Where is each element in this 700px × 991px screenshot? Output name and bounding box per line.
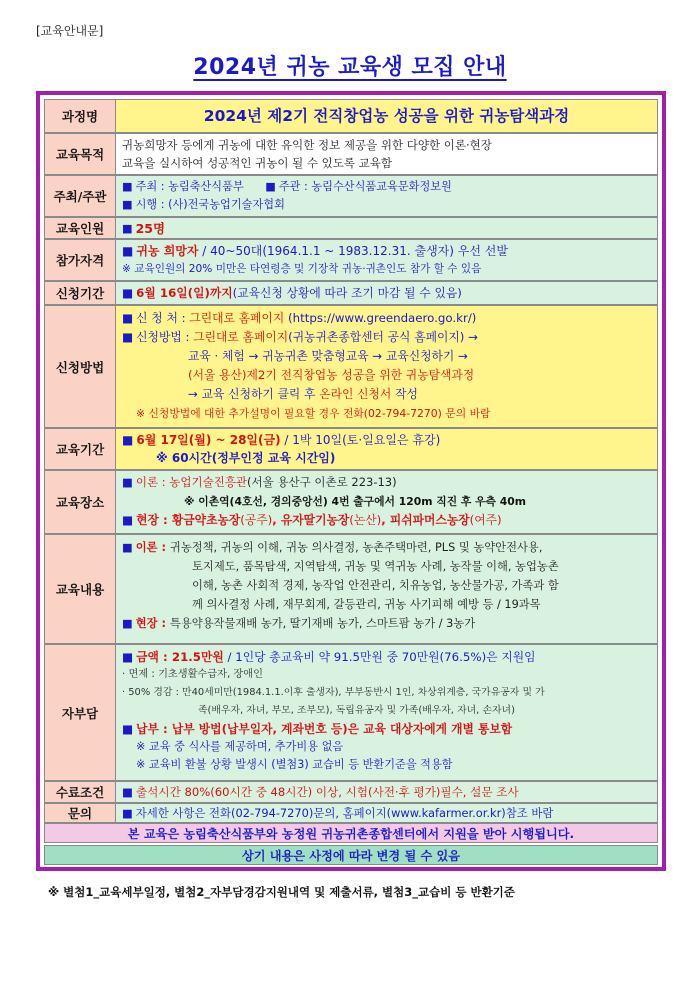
attachment-footnote: ※ 별첨1_교육세부일정, 별첨2_자부담경감지원내역 및 제출서류, 별첨3_교습비 등 반환기준: [48, 885, 515, 899]
row-course: [44, 99, 658, 133]
value-content: [116, 534, 658, 644]
venue-theory-addr: (서울 용산구 이촌로 223-13): [247, 475, 397, 489]
row-apply-period: [44, 281, 658, 305]
value-host: [116, 175, 658, 217]
apply-step-3c: 작성: [391, 387, 418, 401]
apply-method-label: 신청방법 :: [136, 330, 194, 344]
cost-discount-1: · 50% 경감 : 만40세미만(1984.1.1.이후 출생자), 부부동반시 1인, 차상위계층, 국가유공자 및 가: [122, 687, 545, 698]
support-notice: 본 교육은 농림축산식품부와 농정원 귀농귀촌종합센터에서 지원을 받아 시행됩니다.: [44, 823, 658, 843]
venue-field-2: 유자딸기농장: [280, 513, 350, 527]
value-inquiry: [116, 803, 658, 823]
row-content: [44, 534, 658, 644]
apply-step-2: (서울 용산)제2기 전직창업농 성공을 위한 귀농탐색과정: [188, 368, 475, 382]
label-venue: 교육장소: [44, 470, 116, 534]
value-eligibility: [116, 239, 658, 281]
bullet-square-icon: ■: [122, 784, 133, 799]
value-apply-period: [116, 281, 658, 305]
bullet-square-icon: ■: [122, 475, 133, 489]
venue-field-1: 황금약초농장: [171, 513, 241, 527]
period-dates: 6월 17일(월) ~ 28일(금): [136, 433, 281, 447]
row-cost: [44, 644, 658, 781]
venue-directions: ※ 이촌역(4호선, 경의중앙선) 4번 출구에서 120m 직진 후 우측 40m: [184, 495, 526, 508]
venue-field-3: 피쉬파머스농장: [389, 513, 470, 527]
apply-date: 6월 16일(일)까지: [136, 285, 233, 300]
period-hours: ※ 60시간(정부인정 교육 시간임): [156, 451, 336, 465]
venue-field-2-loc: (논산): [349, 513, 382, 527]
row-host: [44, 175, 658, 217]
label-eligibility: 참가자격: [44, 239, 116, 281]
venue-field-1-loc: (공주): [240, 513, 273, 527]
value-cost: [116, 644, 658, 781]
apply-method-site-note: (귀농귀촌종합센터 공식 홈페이지) →: [288, 330, 479, 344]
label-apply-method: 신청방법: [44, 305, 116, 428]
label-course: 과정명: [44, 99, 116, 133]
apply-method-note: ※ 신청방법에 대한 추가설명이 필요할 경우 전화(02-794-7270) 문의 바람: [136, 407, 491, 420]
cost-exempt: · 면제 : 기초생활수급자, 장애인: [122, 669, 263, 680]
label-period: 교육기간: [44, 428, 116, 470]
page-title-text: 2024년 귀농 교육생 모집 안내: [193, 55, 507, 80]
bullet-square-icon: ■: [122, 433, 134, 447]
apply-note: (교육신청 상황에 따라 조기 마감 될 수 있음): [232, 285, 462, 300]
eligibility-target: 귀농 희망자: [136, 244, 199, 258]
venue-field-3-loc: (여주): [469, 513, 502, 527]
period-detail: / 1박 10일(토·일요일은 휴강): [280, 433, 441, 447]
content-theory-line: 귀농정책, 귀농의 이해, 귀농 의사결정, 농촌주택마련, PLS 및 농약안전사용,: [169, 541, 543, 554]
row-capacity: [44, 217, 658, 239]
value-venue: ■ 이론 : 농업기술진흥관(서울 용산구 이촌로 223-13) ※ 이촌역(4호선, 경의중앙선) 4번 출구에서 120m 직진 후 우측 40m ■ 현장 : 황금약초농장(공주), 유자딸기농장(논산), 피쉬파머스농장(여주): [116, 470, 658, 534]
cost-pay-label: 납부 :: [136, 722, 172, 736]
document-tag: [교육안내문]: [36, 24, 104, 38]
change-notice: 상기 내용은 사정에 따라 변경 될 수 있음: [44, 845, 658, 865]
bullet-square-icon: ■: [122, 541, 133, 554]
label-content: 교육내용: [44, 534, 116, 644]
label-apply-period: 신청기간: [44, 281, 116, 305]
apply-site-name: 그린대로 홈페이지: [189, 311, 285, 325]
content-theory-label: 이론 :: [135, 541, 170, 554]
label-cost: 자부담: [44, 644, 116, 781]
bullet-square-icon: ■: [122, 330, 134, 344]
label-completion: 수료조건: [44, 781, 116, 803]
host-text: 주최 : 농림축산식품부: [135, 180, 244, 193]
bullet-square-icon: ■: [122, 513, 134, 527]
completion-text: 출석시간 80%(60시간 중 48시간) 이상, 시험(사전·후 평가)필수, 설문 조사: [135, 784, 519, 799]
value-course: 2024년 제2기 전직창업농 성공을 위한 귀농탐색과정: [116, 99, 658, 133]
cost-refund: ※ 교육비 환불 상황 발생시 (별첨3) 교습비 등 반환기준을 적용함: [136, 758, 453, 771]
content-field-text: 특용약용작물재배 농가, 딸기재배 농가, 스마트팜 농가 / 3농가: [169, 617, 476, 630]
row-purpose: [44, 133, 658, 175]
label-capacity: 교육인원: [44, 217, 116, 239]
row-inquiry: [44, 803, 658, 823]
apply-site-label: 신 청 처 :: [136, 311, 190, 325]
value-purpose: [116, 133, 658, 175]
bullet-square-icon: ■: [122, 244, 134, 258]
cost-meal: ※ 교육 중 식사를 제공하며, 추가비용 없음: [136, 740, 344, 753]
venue-field-label: 현장 :: [136, 513, 172, 527]
label-host: 주최/주관: [44, 175, 116, 217]
content-theory-line: 토지제도, 품목탐색, 지역탐색, 귀농 및 역귀농 사례, 농작물 이해, 농업농촌: [192, 560, 559, 573]
cost-amount: 금액 : 21.5만원: [136, 650, 224, 664]
value-apply-method: [116, 305, 658, 428]
row-period: [44, 428, 658, 470]
capacity-text: 25명: [135, 220, 166, 236]
value-completion: [116, 781, 658, 803]
bullet-square-icon: ■: [122, 617, 133, 630]
content-field-label: 현장 :: [135, 617, 170, 630]
page-title: [0, 50, 700, 81]
label-inquiry: 문의: [44, 803, 116, 823]
venue-theory-place: 농업기술진흥관: [169, 475, 248, 489]
purpose-line: 귀농희망자 등에게 귀농에 대한 유익한 정보 제공을 위한 다양한 이론·현장: [122, 138, 492, 152]
bullet-square-icon: ■: [122, 650, 134, 664]
venue-theory-label: 이론 :: [135, 475, 170, 489]
row-venue: [44, 470, 658, 534]
apply-step-3a: → 교육 신청하기 클릭 후: [188, 387, 320, 401]
bullet-square-icon: ■: [122, 198, 133, 211]
purpose-line: 교육을 실시하여 성공적인 귀농이 될 수 있도록 교육함: [122, 156, 392, 170]
organizer-text: 주관 : 농림수산식품교육문화정보원: [278, 180, 452, 193]
row-apply-method: [44, 305, 658, 428]
apply-step-3b: 온라인 신청서: [319, 387, 392, 401]
apply-method-site: 그린대로 홈페이지: [193, 330, 289, 344]
cost-pay-text: 납부 방법(납부일자, 계좌번호 등)은 교육 대상자에게 개별 통보함: [171, 722, 513, 736]
bullet-square-icon: ■: [265, 180, 276, 193]
eligibility-note: ※ 교육인원의 20% 미만은 타연령층 및 기장착 귀농·귀촌인도 참가 할 수 있음: [122, 263, 482, 275]
row-eligibility: [44, 239, 658, 281]
eligibility-detail: / 40~50대(1964.1.1 ~ 1983.12.31. 출생자) 우선 선발: [198, 244, 508, 258]
operator-text: 시행 : (사)전국농업기술자협회: [135, 198, 285, 211]
content-theory-line: 이해, 농촌 사회적 경제, 농작업 안전관리, 치유농업, 농산물가공, 가족과 함: [192, 579, 559, 592]
content-theory-line: 께 의사결정 사례, 재무회계, 갈등관리, 귀농 사기피해 예방 등 / 19과목: [192, 598, 541, 611]
apply-site-url: (https://www.greendaero.go.kr/): [284, 311, 477, 325]
inquiry-text: 자세한 사항은 전화(02-794-7270)문의, 홈페이지(www.kafarmer.or.kr)참조 바람: [135, 805, 554, 820]
bullet-square-icon: ■: [122, 311, 134, 325]
apply-step-1: 교육 · 체험 → 귀농귀촌 맞춤형교육 → 교육신청하기 →: [188, 349, 468, 363]
label-purpose: 교육목적: [44, 133, 116, 175]
cost-amount-detail: / 1인당 총교육비 약 91.5만원 중 70만원(76.5%)은 지원임: [223, 650, 536, 664]
bullet-square-icon: ■: [122, 722, 134, 736]
bullet-square-icon: ■: [122, 180, 133, 193]
cost-discount-2: 족(배우자, 자녀, 부모, 조부모), 독립유공자 및 가족(배우자, 자녀, 손자녀): [198, 705, 515, 716]
bullet-square-icon: ■: [122, 221, 133, 235]
value-period: [116, 428, 658, 470]
row-completion: [44, 781, 658, 803]
info-table: [36, 91, 666, 871]
bullet-square-icon: ■: [122, 285, 134, 300]
value-capacity: [116, 217, 658, 239]
bullet-square-icon: ■: [122, 805, 133, 820]
